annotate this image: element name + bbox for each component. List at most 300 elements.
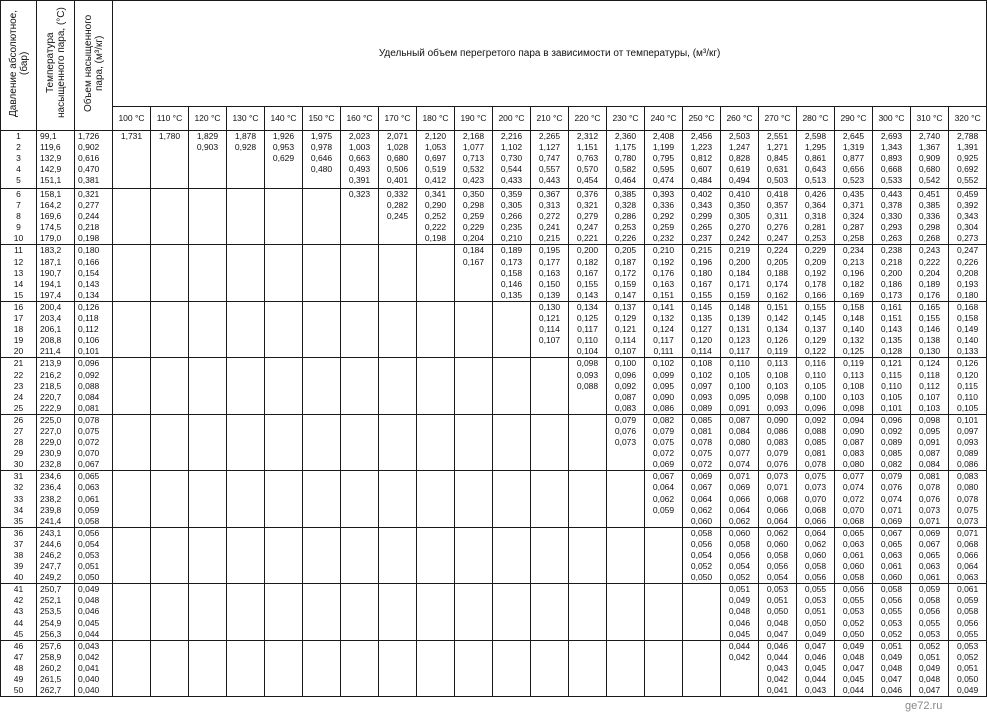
volume-cell: [835, 131, 873, 189]
value-line: 0,052: [880, 628, 903, 639]
value-line: 0,066: [956, 550, 979, 560]
temperature-header-row: [1, 106, 987, 130]
volume-cell: [189, 640, 227, 696]
value-line: 0,049: [956, 685, 979, 696]
value-line: 35: [13, 515, 24, 526]
value-line: 0,484: [690, 175, 713, 186]
value-line: 158,1: [40, 189, 62, 199]
value-line: 0,055: [956, 628, 979, 639]
value-line: 0,073: [614, 437, 637, 448]
volume-cell: [873, 640, 911, 696]
value-line: 41: [13, 584, 24, 595]
value-line: 0,054: [728, 561, 751, 572]
value-line: 0,065: [918, 550, 941, 560]
saturation-temp-cell: [37, 358, 75, 414]
volume-cell: [835, 301, 873, 357]
value-line: 0,196: [842, 267, 865, 278]
volume-cell: [531, 584, 569, 640]
value-line: 0,668: [880, 164, 903, 175]
value-line: 0,167: [576, 267, 599, 278]
value-line: 261,5: [40, 674, 62, 685]
value-line: 0,053: [804, 595, 827, 606]
volume-cell: [797, 414, 835, 470]
value-line: 0,046: [78, 606, 100, 617]
value-line: 0,047: [842, 662, 865, 673]
value-line: 0,127: [690, 324, 713, 335]
volume-cell: [759, 527, 797, 583]
value-line: 0,692: [956, 164, 979, 175]
value-line: 0,114: [539, 324, 560, 335]
value-line: 0,048: [766, 617, 789, 628]
value-line: 0,087: [728, 414, 751, 425]
volume-cell: [911, 245, 949, 301]
value-line: 0,828: [728, 153, 751, 164]
value-line: 244,6: [40, 538, 62, 549]
value-line: 0,115: [881, 369, 902, 380]
value-line: 13: [13, 267, 24, 278]
value-line: 0,090: [766, 414, 789, 425]
value-line: 0,121: [880, 358, 903, 369]
value-line: 0,105: [728, 369, 751, 380]
value-line: 1,367: [918, 142, 941, 153]
value-line: 0,056: [880, 595, 903, 606]
value-line: 0,902: [78, 142, 100, 153]
value-line: 0,135: [880, 335, 903, 346]
volume-cell: [835, 358, 873, 414]
volume-cell: [949, 245, 987, 301]
value-line: 0,120: [690, 335, 713, 346]
value-line: 0,063: [880, 550, 903, 560]
value-line: 0,321: [78, 189, 100, 199]
value-line: 0,244: [78, 211, 100, 222]
value-line: 0,290: [424, 200, 447, 211]
value-line: 0,125: [842, 346, 865, 357]
volume-cell: [455, 584, 493, 640]
volume-cell: [569, 189, 607, 245]
volume-cell: [493, 245, 531, 301]
value-line: 2: [16, 142, 21, 153]
value-line: 0,215: [690, 245, 713, 256]
value-line: 0,229: [462, 222, 485, 233]
volume-cell: [341, 358, 379, 414]
volume-cell: [607, 131, 645, 189]
value-line: 0,060: [690, 515, 713, 526]
saturated-volume-column-header: [75, 1, 113, 131]
value-line: 0,105: [804, 380, 827, 391]
value-line: 0,062: [690, 504, 713, 515]
value-line: 0,072: [690, 459, 713, 470]
value-line: 0,176: [652, 267, 675, 278]
value-line: 0,148: [842, 313, 865, 324]
value-line: 0,075: [690, 448, 713, 459]
volume-cell: [379, 358, 417, 414]
saturation-temp-cell: [37, 131, 75, 189]
saturation-temp-cell: [37, 527, 75, 583]
value-line: 0,263: [880, 233, 903, 244]
volume-cell: [417, 131, 455, 189]
value-line: 229,0: [40, 437, 62, 448]
volume-cell: [835, 640, 873, 696]
value-line: 0,713: [462, 153, 485, 164]
value-line: 0,287: [842, 222, 865, 233]
value-line: 0,060: [728, 527, 751, 538]
value-line: 0,168: [956, 301, 979, 312]
value-line: 4: [16, 164, 21, 175]
value-line: 0,060: [766, 538, 789, 549]
value-line: 257,6: [40, 640, 62, 651]
value-line: 0,305: [500, 200, 523, 211]
value-line: 0,072: [652, 448, 675, 459]
value-line: 0,120: [956, 369, 979, 380]
value-line: 0,343: [956, 211, 979, 222]
value-line: 252,1: [40, 595, 62, 606]
value-line: 0,065: [78, 471, 100, 482]
value-line: 0,646: [310, 153, 333, 164]
volume-cell: [721, 358, 759, 414]
volume-cell: [189, 471, 227, 527]
volume-cell: [265, 189, 303, 245]
value-line: 0,313: [538, 200, 561, 211]
temperature-header: 210 °С: [531, 106, 569, 130]
value-line: 1,975: [310, 131, 333, 141]
value-line: 0,145: [690, 301, 713, 312]
volume-cell: [113, 358, 151, 414]
value-line: 0,063: [842, 538, 865, 549]
volume-cell: [379, 131, 417, 189]
value-line: 0,067: [880, 527, 903, 538]
value-line: 0,061: [880, 561, 903, 572]
value-line: 232,8: [40, 459, 62, 470]
value-line: 216,2: [40, 369, 62, 380]
value-line: 0,130: [538, 301, 561, 312]
value-line: 0,081: [690, 425, 713, 436]
volume-cell: [379, 245, 417, 301]
pressure-group-row: [1, 584, 987, 640]
value-line: 0,050: [956, 674, 979, 685]
value-line: 0,056: [766, 561, 789, 572]
volume-cell: [683, 189, 721, 245]
value-line: 0,062: [766, 527, 789, 538]
value-line: 0,052: [728, 572, 751, 583]
value-line: 246,2: [40, 550, 62, 560]
volume-cell: [493, 301, 531, 357]
volume-cell: [949, 131, 987, 189]
volume-cell: [721, 189, 759, 245]
temperature-header: 320 °С: [949, 106, 987, 130]
value-line: 0,064: [690, 493, 713, 504]
value-line: 0,064: [804, 527, 827, 538]
value-line: 0,093: [956, 437, 979, 448]
value-line: 0,169: [842, 289, 865, 300]
value-line: 0,048: [78, 595, 100, 606]
value-line: 7: [16, 200, 21, 211]
value-line: 0,053: [956, 640, 979, 651]
value-line: 0,200: [728, 256, 751, 267]
value-line: 0,112: [919, 380, 940, 391]
value-line: 0,069: [918, 527, 941, 538]
volume-cell: [949, 189, 987, 245]
value-line: 262,7: [40, 685, 62, 696]
value-line: 0,082: [652, 414, 675, 425]
value-line: 0,089: [956, 448, 979, 459]
volume-cell: [417, 471, 455, 527]
value-line: 0,070: [842, 504, 865, 515]
value-line: 0,059: [918, 584, 941, 595]
value-line: 0,064: [728, 504, 751, 515]
volume-cell: [455, 471, 493, 527]
volume-cell: [911, 358, 949, 414]
value-line: 0,200: [880, 267, 903, 278]
volume-cell: [341, 189, 379, 245]
value-line: 119,6: [40, 142, 61, 153]
value-line: 0,282: [386, 200, 409, 211]
value-line: 234,6: [40, 471, 62, 482]
value-line: 1,731: [120, 131, 143, 141]
volume-cell: [873, 301, 911, 357]
value-line: 0,092: [880, 425, 903, 436]
value-line: 0,115: [957, 380, 978, 391]
volume-cell: [911, 471, 949, 527]
value-line: 0,474: [652, 175, 675, 186]
value-line: 29: [13, 448, 24, 459]
value-line: 0,321: [576, 200, 599, 211]
volume-cell: [607, 245, 645, 301]
value-line: 2,740: [918, 131, 941, 141]
value-line: 0,086: [766, 425, 789, 436]
volume-cell: [569, 245, 607, 301]
volume-cell: [417, 301, 455, 357]
value-line: 0,204: [918, 267, 941, 278]
value-line: 194,1: [40, 278, 62, 289]
volume-cell: [683, 245, 721, 301]
value-line: 0,056: [728, 550, 751, 560]
value-line: 1,028: [386, 142, 409, 153]
value-line: 0,224: [766, 245, 789, 256]
table-body: [1, 131, 987, 697]
value-line: 0,155: [918, 313, 941, 324]
pressure-group-row: [1, 414, 987, 470]
volume-cell: [721, 301, 759, 357]
value-line: 0,171: [728, 278, 751, 289]
value-line: 28: [13, 437, 24, 448]
value-line: 0,218: [880, 256, 903, 267]
volume-cell: [455, 527, 493, 583]
value-line: 0,148: [728, 301, 751, 312]
value-line: 0,163: [538, 267, 561, 278]
value-line: 0,093: [766, 402, 789, 413]
value-line: 2,693: [880, 131, 903, 141]
value-line: 0,402: [690, 189, 713, 199]
value-line: 0,076: [880, 482, 903, 493]
value-line: 0,048: [842, 651, 865, 662]
volume-cell: [227, 414, 265, 470]
value-line: 0,053: [766, 584, 789, 595]
value-line: 2,645: [842, 131, 865, 141]
volume-cell: [151, 640, 189, 696]
volume-cell: [379, 640, 417, 696]
value-line: 0,336: [652, 200, 675, 211]
value-line: 0,048: [918, 674, 941, 685]
value-line: 0,110: [805, 369, 826, 380]
value-line: 0,286: [614, 211, 637, 222]
value-line: 0,192: [804, 267, 827, 278]
value-line: 0,068: [766, 493, 789, 504]
value-line: 1,077: [462, 142, 485, 153]
value-line: 0,680: [386, 153, 409, 164]
volume-cell: [227, 245, 265, 301]
value-line: 0,138: [918, 335, 941, 346]
value-line: 132,9: [40, 153, 62, 164]
value-line: 39: [13, 561, 24, 572]
value-line: 0,210: [652, 245, 675, 256]
value-line: 0,114: [615, 335, 636, 346]
volume-cell: [303, 584, 341, 640]
volume-cell: [303, 640, 341, 696]
value-line: 1,247: [728, 142, 751, 153]
value-line: 0,173: [880, 289, 903, 300]
value-line: 0,359: [500, 189, 523, 199]
value-line: 0,085: [690, 414, 713, 425]
temperature-header: 250 °С: [683, 106, 721, 130]
value-line: 0,097: [690, 380, 713, 391]
value-line: 254,9: [40, 617, 62, 628]
pressure-group-row: [1, 527, 987, 583]
volume-cell: [189, 414, 227, 470]
value-line: 249,2: [40, 572, 62, 583]
value-line: 0,470: [78, 164, 100, 175]
value-line: 0,080: [956, 482, 979, 493]
value-line: 0,101: [880, 402, 903, 413]
value-line: 0,096: [78, 358, 100, 369]
value-line: 9: [16, 222, 21, 233]
volume-cell: [759, 358, 797, 414]
value-line: 26: [13, 414, 24, 425]
volume-cell: [151, 358, 189, 414]
value-line: 0,073: [766, 471, 789, 482]
value-line: 0,378: [880, 200, 903, 211]
value-line: 0,103: [918, 402, 941, 413]
volume-cell: [607, 301, 645, 357]
value-line: 0,087: [614, 391, 637, 402]
value-line: 0,180: [956, 289, 979, 300]
value-line: 0,272: [538, 211, 561, 222]
value-line: 0,247: [576, 222, 599, 233]
value-line: 0,443: [880, 189, 903, 199]
value-line: 0,134: [78, 289, 100, 300]
temperature-header: 260 °С: [721, 106, 759, 130]
value-line: 0,062: [652, 493, 675, 504]
value-line: 0,132: [842, 335, 865, 346]
value-line: 0,051: [956, 662, 979, 673]
value-line: 0,105: [880, 391, 903, 402]
value-line: 0,137: [614, 301, 637, 312]
value-line: 0,177: [538, 256, 561, 267]
value-line: 0,158: [956, 313, 979, 324]
value-line: 0,150: [538, 278, 561, 289]
value-line: 0,069: [728, 482, 751, 493]
value-line: 1,295: [804, 142, 827, 153]
volume-cell: [531, 414, 569, 470]
volume-cell: [303, 245, 341, 301]
value-line: 0,392: [956, 200, 979, 211]
value-line: 0,054: [78, 538, 100, 549]
value-line: 37: [13, 538, 24, 549]
value-line: 0,090: [842, 425, 865, 436]
volume-cell: [303, 414, 341, 470]
value-line: 0,253: [614, 222, 637, 233]
value-line: 0,045: [728, 628, 751, 639]
value-line: 0,142: [766, 313, 789, 324]
volume-cell: [455, 414, 493, 470]
value-line: 0,229: [804, 245, 827, 256]
value-line: 0,165: [918, 301, 941, 312]
value-line: 0,059: [78, 504, 100, 515]
value-line: 0,096: [614, 369, 637, 380]
value-line: 1,151: [576, 142, 599, 153]
value-line: 0,098: [918, 414, 941, 425]
value-line: 211,4: [40, 346, 61, 357]
value-line: 17: [13, 313, 24, 324]
value-line: 0,085: [880, 448, 903, 459]
value-line: 1,780: [158, 131, 181, 141]
volume-cell: [569, 414, 607, 470]
value-line: 0,092: [78, 369, 100, 380]
value-line: 0,298: [462, 200, 485, 211]
value-line: 0,098: [576, 358, 599, 369]
volume-cell: [569, 584, 607, 640]
value-line: 0,051: [804, 606, 827, 617]
volume-cell: [265, 301, 303, 357]
value-line: 0,103: [766, 380, 789, 391]
volume-cell: [607, 640, 645, 696]
value-line: 0,044: [728, 640, 751, 651]
value-line: 0,393: [652, 189, 675, 199]
value-line: 0,697: [424, 153, 447, 164]
volume-cell: [607, 584, 645, 640]
value-line: 0,086: [956, 459, 979, 470]
value-line: 0,253: [804, 233, 827, 244]
volume-cell: [417, 189, 455, 245]
value-line: 2,456: [690, 131, 713, 141]
value-line: 2,503: [728, 131, 751, 141]
temperature-header: 220 °С: [569, 106, 607, 130]
value-line: 0,140: [842, 324, 865, 335]
value-line: 99,1: [40, 131, 57, 141]
value-line: 0,107: [918, 391, 941, 402]
value-line: 0,102: [652, 358, 675, 369]
value-line: 0,071: [880, 504, 903, 515]
temperature-header: 150 °С: [303, 106, 341, 130]
value-line: 0,132: [652, 313, 675, 324]
volume-cell: [455, 131, 493, 189]
value-line: 48: [13, 662, 24, 673]
value-line: 0,058: [690, 527, 713, 538]
value-line: 0,117: [729, 346, 750, 357]
value-line: 0,204: [462, 233, 485, 244]
value-line: 0,124: [918, 358, 941, 369]
value-line: 0,044: [766, 651, 789, 662]
volume-cell: [835, 471, 873, 527]
value-line: 0,040: [78, 685, 100, 696]
volume-cell: [493, 584, 531, 640]
value-line: 0,055: [842, 595, 865, 606]
volume-cell: [227, 358, 265, 414]
value-line: 2,408: [652, 131, 675, 141]
value-line: 0,091: [728, 402, 751, 413]
value-line: 0,060: [804, 550, 827, 560]
value-line: 44: [13, 617, 24, 628]
value-line: 0,090: [652, 391, 675, 402]
